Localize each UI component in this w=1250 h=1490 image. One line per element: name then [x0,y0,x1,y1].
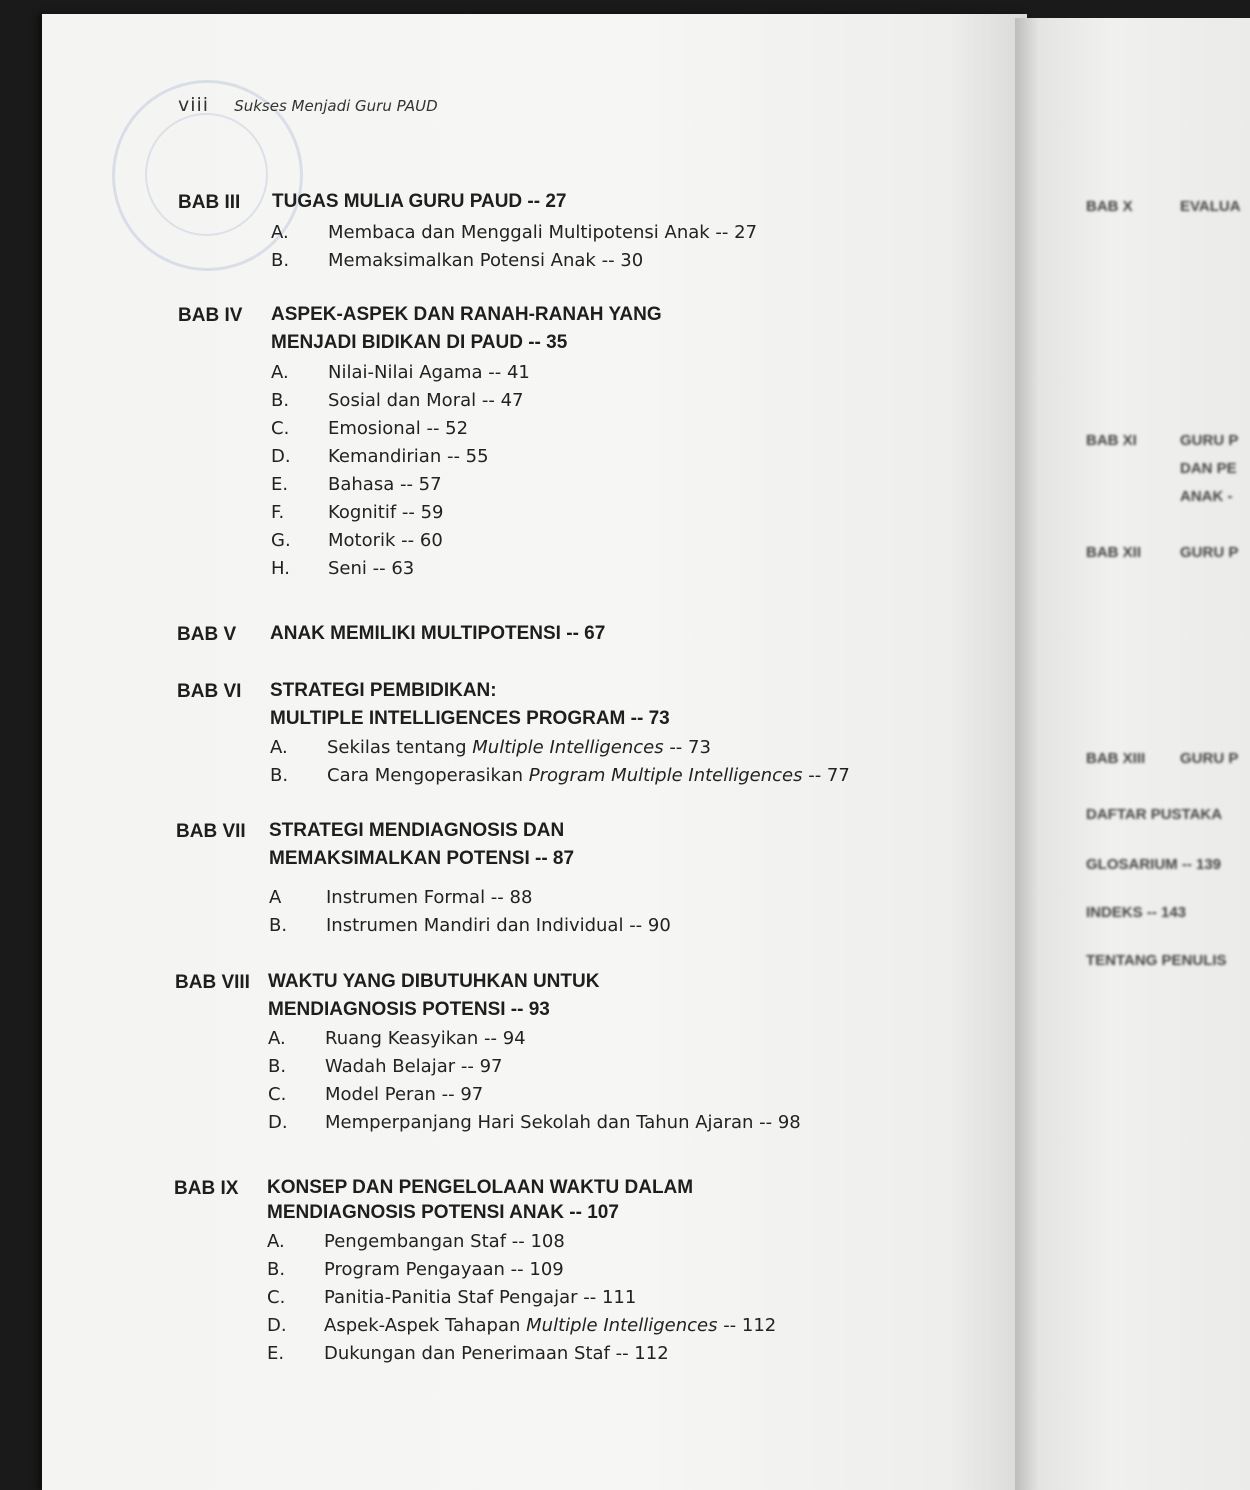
chapter-title: KONSEP DAN PENGELOLAAN WAKTU DALAM [267,1177,694,1198]
book-title: Sukses Menjadi Guru PAUD [234,97,438,115]
chapter-title: ASPEK-ASPEK DAN RANAH-RANAH YANG [271,304,662,325]
library-stamp-inner [145,113,268,236]
right-page-text: GLOSARIUM -- 139 [1086,856,1222,873]
page-number: viii [178,94,210,116]
chapter-number: BAB VIII [175,972,250,993]
chapter-title: STRATEGI PEMBIDIKAN: [270,680,497,701]
chapter-title: MENDIAGNOSIS POTENSI -- 93 [268,999,550,1020]
right-page-text: GURU P [1180,750,1239,767]
chapter-title: MENDIAGNOSIS POTENSI ANAK -- 107 [267,1202,619,1223]
right-page-text: DAFTAR PUSTAKA [1086,806,1223,823]
chapter-title: STRATEGI MENDIAGNOSIS DAN [269,820,565,841]
right-page-text: TENTANG PENULIS [1086,952,1227,969]
chapter-title: TUGAS MULIA GURU PAUD -- 27 [272,191,567,212]
right-page-text: EVALUA [1180,198,1241,215]
chapter-title: ANAK MEMILIKI MULTIPOTENSI -- 67 [270,623,606,644]
right-page-text: BAB XII [1086,544,1142,561]
chapter-title: WAKTU YANG DIBUTUHKAN UNTUK [268,971,600,992]
chapter-number: BAB IX [174,1178,239,1199]
chapter-title: MULTIPLE INTELLIGENCES PROGRAM -- 73 [270,708,670,729]
chapter-number: BAB IV [178,305,243,326]
right-page-text: GURU P [1180,544,1239,561]
right-page-text: ANAK - [1180,488,1233,505]
right-page-text: BAB XI [1086,432,1137,449]
right-page-text: GURU P [1180,432,1239,449]
chapter-number: BAB VII [176,821,246,842]
chapter-number: BAB III [178,192,241,213]
right-page-text: BAB X [1086,198,1133,215]
right-page-text: DAN PE [1180,460,1237,477]
chapter-number: BAB V [177,624,237,645]
running-header [178,94,438,116]
right-page-text: INDEKS -- 143 [1086,904,1187,921]
chapter-number: BAB VI [177,681,242,702]
chapter-title: MENJADI BIDIKAN DI PAUD -- 35 [271,332,568,353]
chapter-title: MEMAKSIMALKAN POTENSI -- 87 [269,848,575,869]
right-page-text: BAB XIII [1086,750,1146,767]
